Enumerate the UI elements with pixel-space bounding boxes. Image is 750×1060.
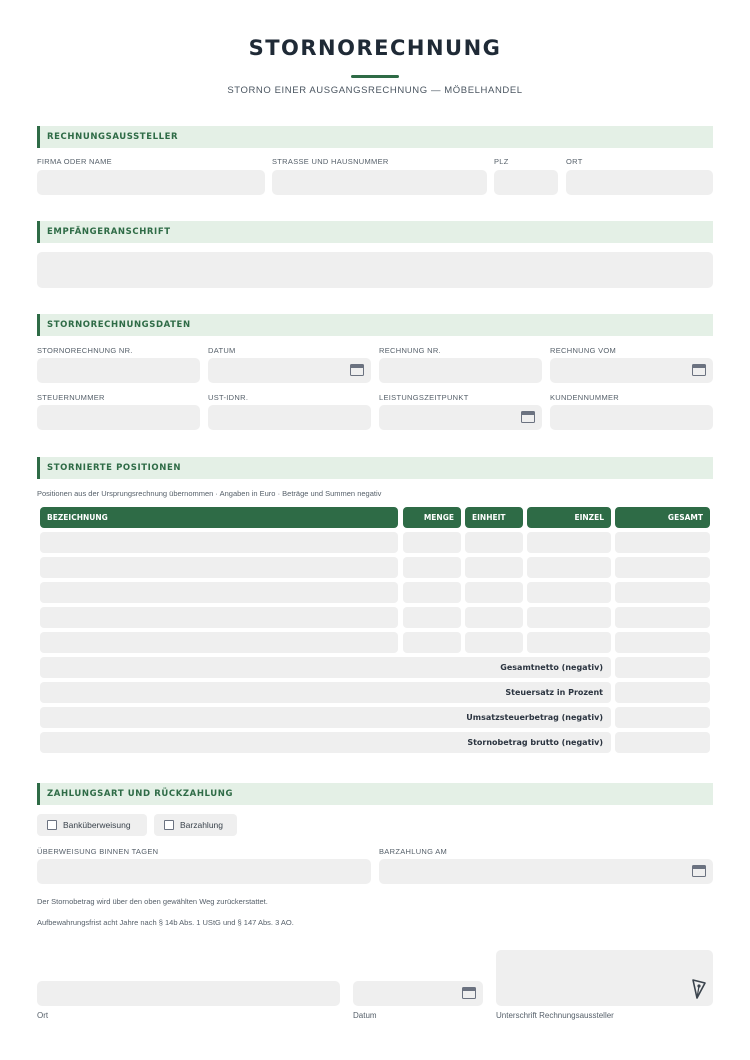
zip-label: PLZ — [494, 157, 509, 166]
title-underline — [351, 75, 399, 78]
invoice-from-field[interactable] — [550, 358, 713, 383]
position-unit-price-cell[interactable] — [527, 532, 611, 553]
company-label: FIRMA ODER NAME — [37, 157, 112, 166]
street-field[interactable] — [272, 170, 487, 195]
signature-field[interactable] — [496, 950, 713, 1006]
service-date-label: LEISTUNGSZEITPUNKT — [379, 393, 469, 402]
tax-no-field[interactable] — [37, 405, 200, 430]
position-total-cell[interactable] — [615, 632, 710, 653]
gross-total-field[interactable] — [615, 732, 710, 753]
customer-no-field[interactable] — [550, 405, 713, 430]
position-unit-cell[interactable] — [465, 532, 523, 553]
city-field[interactable] — [566, 170, 713, 195]
position-unit-cell[interactable] — [465, 632, 523, 653]
pen-nib-icon — [691, 978, 707, 1000]
calendar-icon[interactable] — [692, 865, 706, 877]
date-label: DATUM — [208, 346, 236, 355]
section-payment: ZAHLUNGSART UND RÜCKZAHLUNG — [37, 783, 713, 805]
col-header-description: BEZEICHNUNG — [40, 507, 398, 528]
total-net-field[interactable] — [615, 657, 710, 678]
option-cash[interactable] — [154, 814, 237, 836]
position-unit-cell[interactable] — [465, 582, 523, 603]
invoice-no-label: RECHNUNG NR. — [379, 346, 441, 355]
city-label: ORT — [566, 157, 583, 166]
position-unit-price-cell[interactable] — [527, 557, 611, 578]
cancel-no-field[interactable] — [37, 358, 200, 383]
position-quantity-cell[interactable] — [403, 582, 461, 603]
position-description-cell[interactable] — [40, 582, 398, 603]
col-header-total: GESAMT — [615, 507, 710, 528]
calendar-icon[interactable] — [521, 411, 535, 423]
invoice-from-label: RECHNUNG VOM — [550, 346, 617, 355]
position-description-cell[interactable] — [40, 557, 398, 578]
cash-date-field[interactable] — [379, 859, 713, 884]
tax-no-label: STEUERNUMMER — [37, 393, 105, 402]
invoice-no-field[interactable] — [379, 358, 542, 383]
option-bank-transfer[interactable] — [37, 814, 147, 836]
col-header-unit-price: EINZEL — [527, 507, 611, 528]
checkbox-icon[interactable] — [164, 820, 174, 830]
refund-note: Der Stornobetrag wird über den oben gewählten Weg zurückerstattet. — [37, 897, 268, 906]
position-unit-price-cell[interactable] — [527, 582, 611, 603]
vat-amount-label: Umsatzsteuerbetrag (negativ) — [40, 707, 611, 728]
zip-field[interactable] — [494, 170, 558, 195]
sign-date-label: Datum — [353, 1011, 377, 1020]
date-field[interactable] — [208, 358, 371, 383]
position-description-cell[interactable] — [40, 532, 398, 553]
position-total-cell[interactable] — [615, 607, 710, 628]
company-field[interactable] — [37, 170, 265, 195]
total-net-label: Gesamtnetto (negativ) — [40, 657, 611, 678]
position-description-cell[interactable] — [40, 607, 398, 628]
position-total-cell[interactable] — [615, 557, 710, 578]
tax-rate-label: Steuersatz in Prozent — [40, 682, 611, 703]
place-label: Ort — [37, 1011, 49, 1020]
service-date-field[interactable] — [379, 405, 542, 430]
sign-date-field[interactable] — [353, 981, 483, 1006]
customer-no-label: KUNDENNUMMER — [550, 393, 620, 402]
cash-date-label: BARZAHLUNG AM — [379, 847, 448, 856]
position-quantity-cell[interactable] — [403, 532, 461, 553]
calendar-icon[interactable] — [692, 364, 706, 376]
option-cash-label: Barzahlung — [180, 820, 224, 830]
position-quantity-cell[interactable] — [403, 557, 461, 578]
street-label: STRASSE UND HAUSNUMMER — [272, 157, 389, 166]
section-recipient: EMPFÄNGERANSCHRIFT — [37, 221, 713, 243]
transfer-days-label: ÜBERWEISUNG BINNEN TAGEN — [37, 847, 159, 856]
option-bank-transfer-label: Banküberweisung — [63, 820, 131, 830]
signature-label: Unterschrift Rechnungsaussteller — [496, 1011, 614, 1020]
document-title: STORNORECHNUNG — [248, 36, 502, 60]
position-unit-cell[interactable] — [465, 557, 523, 578]
positions-note: Positionen aus der Ursprungsrechnung übernommen · Angaben in Euro · Beträge und Summen negativ — [37, 489, 382, 498]
calendar-icon[interactable] — [350, 364, 364, 376]
calendar-icon[interactable] — [462, 987, 476, 999]
vat-id-field[interactable] — [208, 405, 371, 430]
section-cancel-data: STORNORECHNUNGSDATEN — [37, 314, 713, 336]
position-total-cell[interactable] — [615, 532, 710, 553]
position-unit-price-cell[interactable] — [527, 632, 611, 653]
position-quantity-cell[interactable] — [403, 607, 461, 628]
vat-id-label: UST-IDNR. — [208, 393, 249, 402]
position-quantity-cell[interactable] — [403, 632, 461, 653]
transfer-days-field[interactable] — [37, 859, 371, 884]
checkbox-icon[interactable] — [47, 820, 57, 830]
tax-rate-field[interactable] — [615, 682, 710, 703]
recipient-address-field[interactable] — [37, 252, 713, 288]
col-header-quantity: MENGE — [403, 507, 461, 528]
section-issuer: RECHNUNGSAUSSTELLER — [37, 126, 713, 148]
section-positions: STORNIERTE POSITIONEN — [37, 457, 713, 479]
position-total-cell[interactable] — [615, 582, 710, 603]
gross-total-label: Stornobetrag brutto (negativ) — [40, 732, 611, 753]
position-description-cell[interactable] — [40, 632, 398, 653]
vat-amount-field[interactable] — [615, 707, 710, 728]
cancel-no-label: STORNORECHNUNG NR. — [37, 346, 133, 355]
place-field[interactable] — [37, 981, 340, 1006]
position-unit-cell[interactable] — [465, 607, 523, 628]
document-subtitle: STORNO EINER AUSGANGSRECHNUNG — MÖBELHANDEL — [227, 85, 523, 96]
position-unit-price-cell[interactable] — [527, 607, 611, 628]
col-header-unit: EINHEIT — [465, 507, 523, 528]
retention-note: Aufbewahrungsfrist acht Jahre nach § 14b Abs. 1 UStG und § 147 Abs. 3 AO. — [37, 918, 294, 927]
